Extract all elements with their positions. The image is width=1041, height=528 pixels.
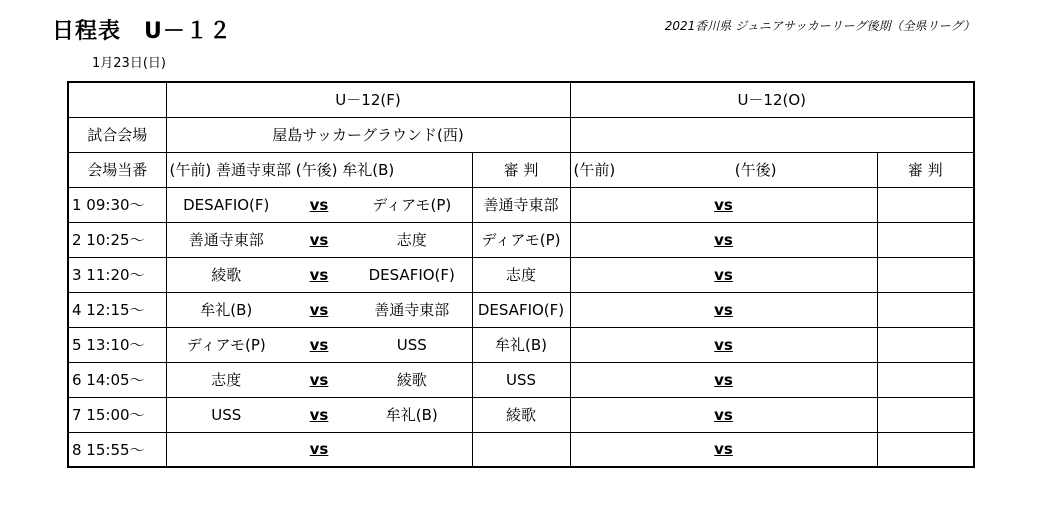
match-row xyxy=(68,397,974,432)
home-team: 綾歌 xyxy=(166,257,286,292)
vs-label: vs xyxy=(286,397,352,432)
referee-header-f: 審 判 xyxy=(472,152,570,187)
referee-team xyxy=(472,432,570,467)
venue-row xyxy=(68,117,974,152)
group-o-vs-label: vs xyxy=(570,187,877,222)
group-o-vs-label: vs xyxy=(570,362,877,397)
referee-team: 志度 xyxy=(472,257,570,292)
duty-f: (午前) 善通寺東部 (午後) 牟礼(B) xyxy=(166,152,472,187)
group-o-referee xyxy=(877,257,974,292)
referee-team: 善通寺東部 xyxy=(472,187,570,222)
group-o-vs-label: vs xyxy=(570,397,877,432)
away-team xyxy=(352,432,472,467)
group-o-vs-label: vs xyxy=(570,222,877,257)
league-name: 2021香川県 ジュニアサッカーリーグ後期（全県リーグ） xyxy=(664,19,975,33)
match-row xyxy=(68,257,974,292)
vs-label: vs xyxy=(286,432,352,467)
group-o-referee xyxy=(877,292,974,327)
duty-row xyxy=(68,152,974,187)
match-row xyxy=(68,187,974,222)
vs-label: vs xyxy=(286,292,352,327)
match-row xyxy=(68,432,974,467)
away-team: 牟礼(B) xyxy=(352,397,472,432)
referee-team: 綾歌 xyxy=(472,397,570,432)
group-o-vs-label: vs xyxy=(570,292,877,327)
match-row xyxy=(68,362,974,397)
vs-label: vs xyxy=(286,327,352,362)
vs-label: vs xyxy=(286,222,352,257)
venue-o xyxy=(570,117,974,152)
group-header-row xyxy=(68,82,974,117)
group-o-vs-label: vs xyxy=(570,432,877,467)
pm-label: (午後) xyxy=(734,161,777,179)
match-time: 7 15:00～ xyxy=(68,397,166,432)
match-time: 6 14:05～ xyxy=(68,362,166,397)
vs-label: vs xyxy=(286,187,352,222)
home-team xyxy=(166,432,286,467)
referee-team: DESAFIO(F) xyxy=(472,292,570,327)
home-team: ディアモ(P) xyxy=(166,327,286,362)
group-o-referee xyxy=(877,362,974,397)
vs-label: vs xyxy=(286,362,352,397)
group-o-referee xyxy=(877,397,974,432)
am-pm-header-o xyxy=(570,152,877,187)
home-team: USS xyxy=(166,397,286,432)
referee-team: 牟礼(B) xyxy=(472,327,570,362)
group-o-vs-label: vs xyxy=(570,327,877,362)
referee-header-o: 審 判 xyxy=(877,152,974,187)
away-team: DESAFIO(F) xyxy=(352,257,472,292)
match-row xyxy=(68,292,974,327)
referee-team: ディアモ(P) xyxy=(472,222,570,257)
venue-label: 試合会場 xyxy=(68,117,166,152)
match-row xyxy=(68,222,974,257)
away-team: 綾歌 xyxy=(352,362,472,397)
away-team: 善通寺東部 xyxy=(352,292,472,327)
schedule-table xyxy=(67,81,975,468)
away-team: 志度 xyxy=(352,222,472,257)
match-row xyxy=(68,327,974,362)
home-team: 志度 xyxy=(166,362,286,397)
home-team: DESAFIO(F) xyxy=(166,187,286,222)
match-time: 4 12:15～ xyxy=(68,292,166,327)
match-date: 1月23日(日) xyxy=(92,56,166,71)
home-team: 善通寺東部 xyxy=(166,222,286,257)
match-time: 5 13:10～ xyxy=(68,327,166,362)
group-o-vs-label: vs xyxy=(570,257,877,292)
away-team: USS xyxy=(352,327,472,362)
duty-label: 会場当番 xyxy=(68,152,166,187)
group-o-header: U－12(O) xyxy=(570,82,974,117)
empty-corner-cell xyxy=(68,82,166,117)
match-time: 1 09:30～ xyxy=(68,187,166,222)
group-f-header: U－12(F) xyxy=(166,82,570,117)
home-team: 牟礼(B) xyxy=(166,292,286,327)
match-time: 3 11:20～ xyxy=(68,257,166,292)
match-time: 2 10:25～ xyxy=(68,222,166,257)
group-o-referee xyxy=(877,222,974,257)
match-time: 8 15:55～ xyxy=(68,432,166,467)
group-o-referee xyxy=(877,432,974,467)
am-label: (午前) xyxy=(573,161,616,179)
group-o-referee xyxy=(877,187,974,222)
referee-team: USS xyxy=(472,362,570,397)
vs-label: vs xyxy=(286,257,352,292)
page-title: 日程表 U－１２ xyxy=(52,19,232,44)
group-o-referee xyxy=(877,327,974,362)
away-team: ディアモ(P) xyxy=(352,187,472,222)
venue-f: 屋島サッカーグラウンド(西) xyxy=(166,117,570,152)
